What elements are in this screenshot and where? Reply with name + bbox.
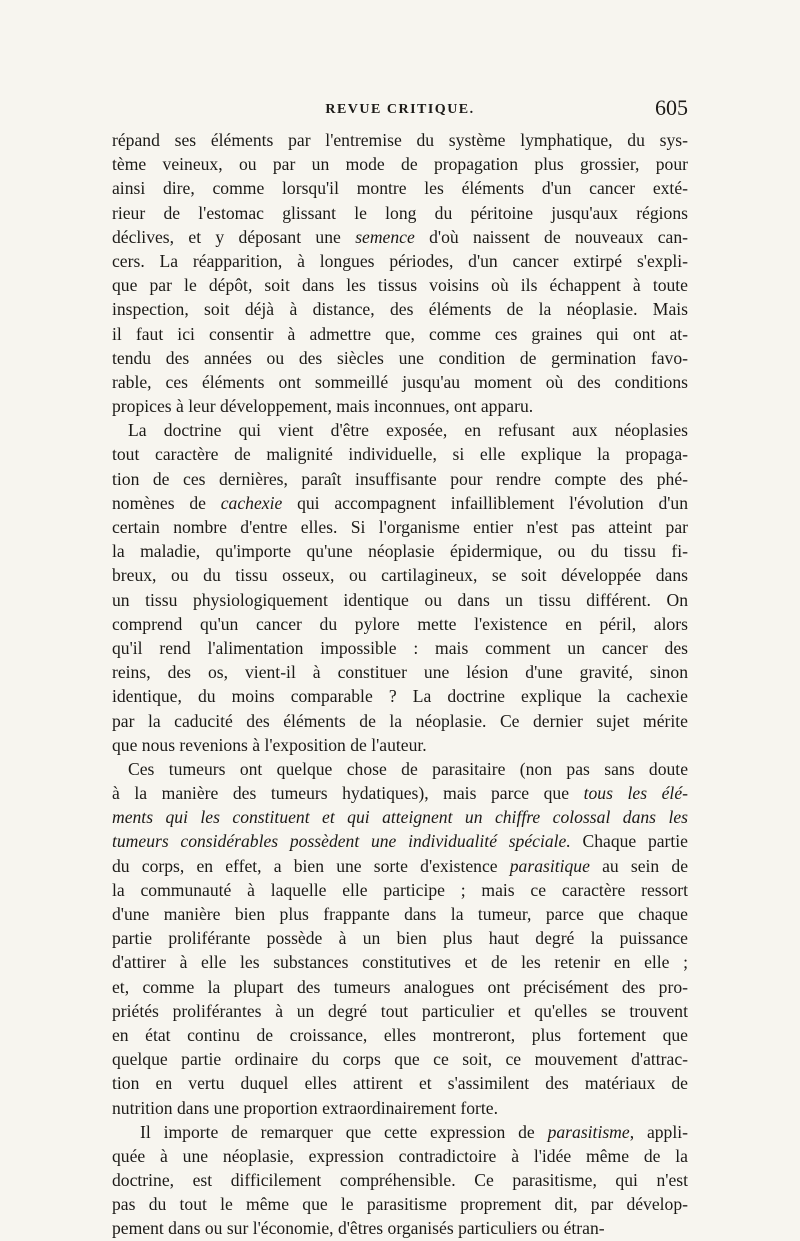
body-text [112,128,688,1241]
text-line [112,249,688,273]
text-segment: d'attirer à elle les substances constitutives et de les retenir en elle ; [112,952,688,973]
text-segment: que par le dépôt, soit dans les tissus voisins où ils échappent à toute [112,275,688,296]
text-segment: comprend qu'un cancer du pylore mette l'existence en péril, alors [112,613,688,634]
text-segment: du corps, en effet, a bien une sorte d'existence [112,855,510,876]
text-line [112,999,688,1023]
text-line [112,176,688,200]
text-line [112,1023,688,1047]
text-line [112,1071,688,1095]
text-segment: déclives, et y déposant une [112,226,356,247]
text-line [112,733,688,757]
text-segment: identique, du moins comparable ? La doctrine explique la cachexie [112,686,688,707]
text-segment: Ces tumeurs ont quelque chose de parasitaire (non pas sans doute [128,758,688,779]
text-segment: Chaque partie [570,831,688,852]
text-segment: d'une manière bien plus frappante dans la tumeur, parce que chaque [112,904,688,924]
text-segment: au sein de [589,855,688,876]
text-line [112,926,688,950]
text-line [112,1120,688,1144]
running-head [112,95,688,122]
text-line [112,128,688,152]
text-line [112,322,688,346]
text-segment: priétés proliférantes à un degré tout particulier et qu'elles se trouvent [112,1000,688,1021]
text-segment: tion de ces dernières, paraît insuffisante pour rendre compte des phé- [112,468,688,489]
text-segment: tout caractère de malignité individuelle, si elle explique la propaga- [112,444,688,465]
text-line [112,491,688,515]
text-segment: partie proliférante possède à un bien plus haut degré la puissance [112,928,688,949]
text-line [112,1096,688,1120]
text-segment: doctrine, est difficilement compréhensible. Ce parasitisme, qui n'est [112,1170,688,1191]
text-segment: pement dans ou sur l'économie, d'êtres organisés particuliers ou étran- [112,1218,605,1239]
page-number: 605 [655,95,688,120]
text-line [112,297,688,321]
italic-text: tous les élé- [583,783,688,804]
text-segment: la communauté à laquelle elle participe ; mais ce caractère ressort [112,879,688,900]
text-segment: , appli- [629,1121,688,1142]
text-line [112,1216,688,1240]
text-line [112,515,688,539]
text-line [112,878,688,902]
italic-text: cachexie [220,492,283,513]
text-segment: en état continu de croissance, elles montreront, plus fortement que [112,1024,688,1045]
text-segment: que nous revenions à l'exposition de l'auteur. [112,734,427,755]
text-line [112,539,688,563]
text-segment: pas du tout le même que le parasitisme proprement dit, par dévelop- [112,1194,688,1215]
text-line [112,660,688,684]
paragraph [112,128,688,418]
text-line [112,467,688,491]
text-line [112,346,688,370]
italic-text: parasitisme [547,1121,630,1142]
text-segment: nutrition dans une proportion extraordinairement forte. [112,1097,498,1118]
italic-text: ments qui les constituent et qui atteignent un chiffre colossal dans les [112,807,688,828]
text-segment: nomènes de [112,492,221,513]
italic-text: semence [355,226,415,247]
text-segment: à la manière des tumeurs hydatiques), mais parce que [112,783,584,804]
text-segment: rable, ces éléments ont sommeillé jusqu'au moment où des conditions [112,371,688,392]
text-line [112,1144,688,1168]
text-line [112,636,688,660]
text-line [112,950,688,974]
text-line [112,1047,688,1071]
text-line [112,394,688,418]
text-line [112,273,688,297]
text-line [112,563,688,587]
text-line [112,975,688,999]
text-segment: reins, des os, vient-il à constituer une lésion d'une gravité, sinon [112,662,688,683]
text-segment: cers. La réapparition, à longues périodes, d'un cancer extirpé s'expli- [112,250,688,271]
text-line [112,781,688,805]
text-line [112,152,688,176]
text-segment: il faut ici consentir à admettre que, comme ces graines qui ont at- [112,323,688,344]
text-segment: tème veineux, ou par un mode de propagation plus grossier, pour [112,154,688,175]
text-segment: rieur de l'estomac glissant le long du péritoine jusqu'aux régions [112,202,688,223]
text-segment: la maladie, qu'importe qu'une néoplasie épidermique, ou du tissu fi- [112,541,688,562]
text-line [112,201,688,225]
text-line [112,757,688,781]
text-segment: tendu des années ou des siècles une condition de germination favo- [112,347,688,368]
text-line [112,1168,688,1192]
text-line [112,418,688,442]
text-line [112,805,688,829]
text-line [112,588,688,612]
text-segment: quelque partie ordinaire du corps que ce soit, ce mouvement d'attrac- [112,1049,688,1070]
text-segment: inspection, soit déjà à distance, des éléments de la néoplasie. Mais [112,299,688,320]
text-segment: d'où naissent de nouveaux can- [414,226,688,247]
italic-text: tumeurs considérables possèdent une individualité spéciale. [112,831,571,852]
text-line [112,829,688,853]
text-segment: par la caducité des éléments de la néoplasie. Ce dernier sujet mérite [112,710,688,731]
text-segment: breux, ou du tissu osseux, ou cartilagineux, se soit développée dans [112,565,688,586]
text-line [112,684,688,708]
text-segment: La doctrine qui vient d'être exposée, en refusant aux néoplasies [128,420,688,441]
text-line [112,902,688,926]
italic-text: parasitique [509,855,590,876]
running-head-title: REVUE CRITIQUE. [325,102,475,117]
text-segment: certain nombre d'entre elles. Si l'organisme entier n'est pas atteint par [112,517,688,537]
paragraph [112,1120,688,1241]
text-segment: et, comme la plupart des tumeurs analogues ont précisément des pro- [112,976,688,997]
text-line [112,370,688,394]
text-segment: un tissu physiologiquement identique ou dans un tissu différent. On [112,589,688,610]
paragraph [112,418,688,757]
text-segment: qu'il rend l'alimentation impossible : mais comment un cancer des [112,637,688,658]
text-segment: qui accompagnent infailliblement l'évolution d'un [282,492,688,513]
text-line [112,1192,688,1216]
paragraph [112,757,688,1120]
text-segment: propices à leur développement, mais inconnues, ont apparu. [112,396,534,417]
text-line [112,225,688,249]
text-segment: quée à une néoplasie, expression contradictoire à l'idée même de la [112,1145,688,1166]
text-segment: répand ses éléments par l'entremise du système lymphatique, du sys- [112,130,688,150]
text-line [112,612,688,636]
text-segment: Il importe de remarquer que cette expression de [140,1121,548,1142]
text-line [112,442,688,466]
text-segment: ainsi dire, comme lorsqu'il montre les éléments d'un cancer exté- [112,178,688,199]
text-line [112,709,688,733]
text-line [112,854,688,878]
text-segment: tion en vertu duquel elles attirent et s'assimilent des matériaux de [112,1073,688,1094]
